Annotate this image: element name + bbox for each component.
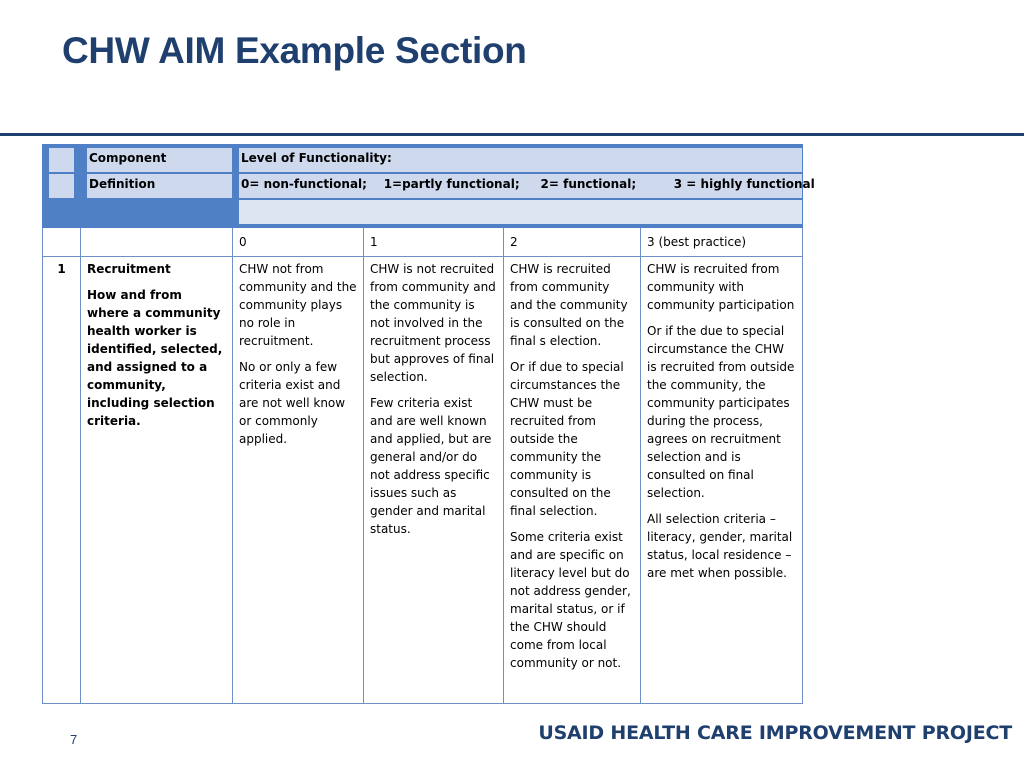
level-2-heading: 2 [504,228,641,257]
table-row [43,257,803,704]
scale-3-label: 3 = highly functional [673,177,815,191]
component-name: Recruitment [87,262,171,276]
scale-2-label: 2= functional; [540,177,637,191]
page-number: 7 [70,732,78,747]
level-3-heading: 3 (best practice) [641,228,803,257]
title-divider [0,133,1024,136]
header-number-cell [43,145,81,228]
header-scale-legend [241,175,815,193]
level-3-text: CHW is recruited from community with community participation [647,262,795,312]
level-0-heading: 0 [233,228,364,257]
functionality-table [42,144,815,704]
slide-title: CHW AIM Example Section [62,30,527,71]
header-level-label: Level of Functionality: [241,151,392,165]
header-component-label: Component [89,151,167,165]
level-0-text: CHW not from community and the community plays no role in recruitment. [239,262,357,348]
header-component-cell [81,145,233,228]
level-3-cell [641,257,803,704]
scale-1-label: 1=partly functional; [383,177,520,191]
row-number: 1 [43,257,81,704]
level-1-heading: 1 [364,228,504,257]
level-heading-row [43,228,803,257]
level-2-text: Or if due to special circumstances the CHW must be recruited from outside the community the community is consulted on the final selection. [510,360,624,518]
level-1-text: CHW is not recruited from community and the community is not involved in the recruitment process but approves of final selection. [370,262,496,384]
table-header-row [43,145,803,228]
level-2-text: Some criteria exist and are specific on literacy level but do not address gender, marital status, or if the CHW should come from local community or not. [510,530,631,670]
level-1-cell [364,257,504,704]
component-definition: How and from where a community health worker is identified, selected, and assigned to a community, including selection criteria. [87,288,223,428]
level-2-cell [504,257,641,704]
header-definition-label: Definition [89,177,156,191]
scale-0-label: 0= non-functional; [241,177,367,191]
level-blank-number [43,228,81,257]
level-3-text: Or if the due to special circumstance the CHW is recruited from outside the community, the community participates during the process, agrees on recruitment selection and is consulted on final selection. [647,324,795,500]
component-cell [81,257,233,704]
header-level-cell [233,145,815,228]
level-0-text: No or only a few criteria exist and are not well know or commonly applied. [239,360,346,446]
level-0-cell [233,257,364,704]
level-2-text: CHW is recruited from community and the community is consulted on the final s election. [510,262,628,348]
level-1-text: Few criteria exist and are well known and applied, but are general and/or do not address specific issues such as gender and marital status. [370,396,492,536]
footer-brand: USAID HEALTH CARE IMPROVEMENT PROJECT [538,722,1012,744]
level-blank-component [81,228,233,257]
level-3-text: All selection criteria – literacy, gender, marital status, local residence – are met when possible. [647,512,793,580]
